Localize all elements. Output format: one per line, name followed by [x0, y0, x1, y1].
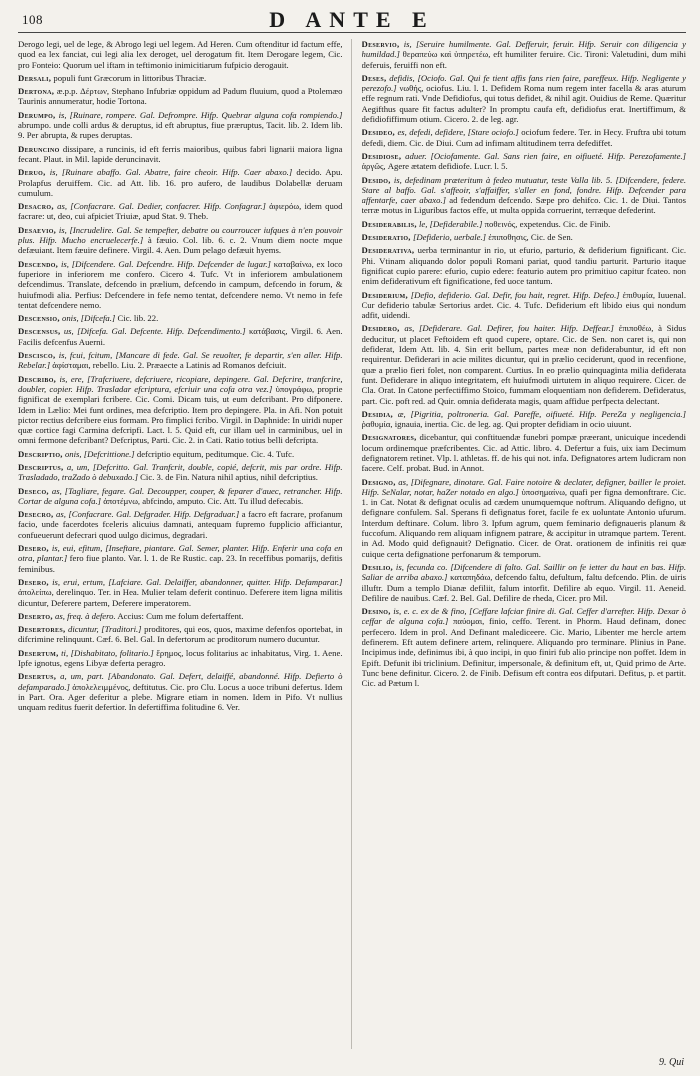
entry-gloss: is, ere, [Trafcriuere, defcriuere, ricopiare, depingere. Gal. Defcrire, tranfcrire, doubler, copier. Hifp. Trasladar efcriptura, efcriuir una cofa otra vez.] — [18, 373, 343, 394]
catchword: 9. Qui — [659, 1057, 684, 1068]
entry-headword: Desidia, — [361, 408, 394, 419]
entry-text: proditores, qui eos, quos, maxime defenfos oportebat, in difcrimine relinquunt. Cæf. 6. Bel. Gal. In defertorum ac proditorum numero ducuntur. — [18, 624, 343, 645]
entry-headword: Dertona, — [18, 86, 55, 97]
entry-gloss: is, fecunda co. [Difcendere di falto. Gal. Saillir on fe ietter du haut en bas. Hifp. Saliar de arriba abaxo.] — [361, 561, 686, 583]
entry-text: defcriptio equitum, peditumque. Cic. 4. Tufc. — [136, 448, 295, 459]
entry-text: dissipare, a runcinis, id eft ferris maioribus, quibus fabri lignarii maiora ligna fecant. Plaut. in Mil. lapide deruncinavit. — [18, 143, 343, 164]
entry-text: dicebantur, qui conftituendæ funebri pompæ præerant, unicuique incedendi locum ordinemque præfcribentes. Cic. ad Attic. libro. 4. Defertur a fuis, uix iam Decimum defignatorem retinet. Vlp. l. athletas. ff. de his qui not. infa. Defignatores artem ludicram non facere. Celf. probat. Bud. in Annot. — [361, 432, 686, 474]
entry-headword: Deseco, — [18, 485, 49, 496]
dictionary-entry — [362, 151, 687, 172]
entry-text: ῥαθυμία, ignauia, inertia. Cic. de leg. ag. Qui propter defidiam in ocio uiuunt. — [361, 419, 632, 430]
entry-gloss: le, [Defiderabile.] — [419, 218, 483, 229]
entry-text: ὑπογράφω, proprie fignificat de exemplari fcribere. Cic. Comi. Dicam tuis, ut eum defcribant. Pro difponere. Idem in Lælio: Mei funt ordines, mea defcriptio. Item pro depingere. Pla. in Afi. Non potuit pictor rectius defcribere eius formam. Pro fimplici fcribo. Virgil. in Daphnide: In uiridi nuper quæ cortice fagi Carmina defcripfi. Lact. l. 5. Quid eft, cur illam uel in carminibus, uel in omni fermone defcribant? Defcriptus, Parti. Cic. 2. in Cati. Ratio totius belli defcripta. — [18, 383, 343, 446]
dictionary-entry — [18, 144, 343, 165]
dictionary-entry — [18, 543, 343, 574]
dictionary-entry — [18, 350, 343, 371]
entry-headword: Desecro, — [18, 509, 54, 520]
entry-headword: Descendo, — [18, 258, 59, 269]
entry-headword: Desacro, — [18, 201, 54, 212]
entry-headword: Descriptio, — [18, 448, 63, 459]
entry-gloss: ti, [Dishabitato, folitario.] — [61, 647, 154, 658]
dictionary-entry — [18, 259, 343, 310]
entry-headword: Desidero, — [361, 323, 400, 334]
dictionary-entry — [362, 219, 687, 229]
entry-headword: Desero, — [18, 576, 49, 587]
entry-headword: Desidiose, — [361, 150, 402, 161]
dictionary-entry — [18, 326, 343, 347]
dictionary-entry — [18, 39, 343, 70]
entry-gloss: es, defedi, defidere, [Stare ociofo.] — [397, 127, 519, 138]
entry-gloss: [Defiderio, uerbale.] — [412, 232, 487, 243]
entry-text: ἀφίσταμαι, rebello. Liu. 2. Præaecte a Latinis ad Romanos defciuit. — [52, 360, 287, 371]
entry-headword: Desertus, — [18, 671, 57, 682]
entry-gloss: is, eui, efitum, [Inseftare, piantare. Gal. Semer, planter. Hifp. Enferir una cofa en otra, plantar.] — [18, 543, 343, 564]
entry-headword: Desero, — [18, 543, 49, 554]
entry-text: ociofum federe. Ter. in Hecy. Fruftra ubi totum defedi, diem. Cic. de Diui. Cum ad infimam altitudinem terra defediffet. — [361, 127, 686, 148]
entry-headword: Desilio, — [361, 561, 394, 572]
entry-gloss: dicuntur, [Traditori.] — [68, 624, 142, 635]
entry-text: ἐπιποθέω, à Sidus deducitur, ut placet Feftoidem eft quod cupere, optare. Cic. de Sen. non caret is, qui non defiderat, Idem Att. lib. 4. Sin erit bellum, partes meæ non defiderabuntur, id eft non requirentur. Defiderari in acie milites dicuntur, qui in prælio ceciderunt, quod in recenfione, quæ a prælio fieri folet, non comparent. Curtius. In eo prælio quinquaginta milia defiderata funt. Defiderare in aliquo integritatem, eft huiufmodi uirtutem in aliquo requirere. Cicer. de Cla. Orat. In Catone perfectiffimo Stoico, fummam eloquentiam non defiderem. Defideratus, part. Cic. poft red. ad Quir. omnia defiderata magis, quam affidue perfpecta delectant. — [361, 323, 686, 406]
dictionary-entry — [18, 110, 343, 141]
entry-gloss: is, [Ruinare, rompere. Gal. Defrompre. Hifp. Quebrar alguna cofa rompiendo.] — [58, 109, 343, 120]
entry-gloss: is, [Difcendere. Gal. Defcendre. Hifp. Defcender de lugar.] — [60, 258, 271, 269]
entry-gloss: is, [Incrudelire. Gal. Se tempefter, debatre ou courroucer iufques à n'en pouvoir plus. Hifp. Mucho encruelecerfe.] — [18, 224, 343, 246]
entry-text: ποθεινός, expetendus. Cic. de Finib. — [484, 218, 611, 229]
dictionary-entry — [18, 313, 343, 323]
entry-text: populi funt Græcorum in littoribus Thraciæ. — [53, 72, 207, 83]
entry-text: decido. Apu. Prolapfus deruiffem. Cic. ad Att. lib. 16. pro aufero, de laudibus Dolabellæ deruam cumulum. — [18, 167, 343, 198]
entry-text: ὑποσημαίνω, quafi per figna demonftrare. Cic. 1. in Cat. Notat & defignat oculis ad cædem unumquemque noftrum. Aliquando defigno, ut defignare confulem. Sal. Sperans fi defignatus foret, facile fe ex uoluntate Antonio ufurum. Interdum deftinare. Colum. libro 3. Ipfum agrum, quem feminario defignaueris planum & fuccofum. Aliquando rem aliquam infignem patrare, & accipitur in utramque partem. Terent. in Ad. Modo quid defignauit? Defignatio. Cicer. de Orat. orationem de infinitis rei quæ cuique certa defignatione perfonarum & temporum. — [361, 486, 686, 559]
left-column — [18, 39, 352, 1049]
entry-headword: Desertores, — [18, 624, 66, 635]
entry-text: καταβαίνω, ex loco fuperiore in inferiorem me confero. Cicero 4. Tufc. Vt in inferiorem ambulationem defcendimus. Translate, defcendo in prælium, defcendo in campum, defcendo in forum, & huiufmodi alia. Perfius: Defcendere in fefe nemo tentat, defcendere nemo. Vt nemo in fefe tentat defcendere nemo. — [18, 258, 343, 310]
dictionary-entry — [362, 73, 687, 124]
entry-gloss: æ, [Pigritia, poltroneria. Gal. Pareffe, oifiueté. Hifp. PereZa y negligencia.] — [397, 408, 686, 419]
dictionary-entry — [362, 290, 687, 321]
entry-gloss: is, erui, ertum, [Lafciare. Gal. Delaiffer, abandonner, quitter. Hifp. Defamparar.] — [52, 576, 343, 587]
dictionary-entry — [18, 167, 343, 198]
entry-gloss: a, um, part. [Abandonato. Gal. Defert, delaiffé, abandonné. Hifp. Defierto ò defamparado.] — [18, 671, 343, 692]
entry-text: ἐπιποθησις, Cic. de Sen. — [488, 232, 573, 243]
entry-gloss: is, e. c. ex de & fino, [Ceffare lafciar finire di. Gal. Ceffer d'arrefter. Hifp. Dexar ò ceffar de alguna cofa.] — [361, 606, 686, 627]
entry-gloss: as, [Difegnare, dinotare. Gal. Faire notoire & declater, defigner, bailler le proiet. Hifp. SeNalar, notar, haZer notado en algo.] — [361, 476, 686, 497]
entry-headword: Deses, — [361, 72, 387, 83]
entry-headword: Desideratio, — [361, 232, 411, 243]
entry-gloss: [Defio, defiderio. Gal. Defir, fou hait, regret. Hifp. Defeo.] — [410, 289, 620, 300]
entry-headword: Derumpo, — [18, 109, 56, 120]
entry-gloss: is, fcui, fcitum, [Mancare di fede. Gal. Se reuolter, fe departir, s'en aller. Hifp. Rebelar.] — [18, 350, 343, 371]
dictionary-entry — [362, 606, 687, 688]
entry-text: Accius: Cum me folum defertaffent. — [117, 610, 244, 621]
entry-text: θεραπεύω καὶ ὑπηρετέω, eft humiliter feruire. Cic. Tironi: Valetudini, dum mihi deferuis, feruiffi non eft. — [361, 49, 686, 70]
entry-headword: Desertum, — [18, 647, 59, 658]
entry-gloss: as, [Tagliare, fegare. Gal. Decoupper, couper, & feparer d'auec, retrancher. Hifp. Cortar de alguna cofa.] — [18, 485, 343, 506]
entry-text: Derogo legi, uel de lege, & Abrogo legi uel legem. Ad Heren. Cum oftenditur id factum effe, quod ea lex fanciat, cui legi alia lex deroget, uel derogatum fit. Item Derogare legem, Cic. pro Fonteio: Quorum uel iftam in teftimonio inimicitiarum fufpicio derogauit. — [18, 39, 343, 70]
entry-headword: Descriptus, — [18, 461, 64, 472]
entry-headword: Deruncino — [18, 143, 60, 154]
entry-text: κατάβασις, Virgil. 6. Aen. Facilis defcenfus Auerni. — [18, 326, 343, 347]
dictionary-entry — [18, 509, 343, 540]
entry-headword: Desaevio, — [18, 224, 57, 235]
right-column — [362, 39, 687, 1049]
entry-headword: Designo, — [361, 476, 396, 487]
dictionary-entry — [18, 86, 343, 107]
entry-text: ἐπιθυμία, Iuuenal. Cur defiderio tabulæ Sertorius ardet. Cic. 4. Tufc. Defiderium eft libido eius qui nondum adfit, uidendi. — [361, 289, 686, 321]
dictionary-entry — [18, 73, 343, 83]
entry-headword: Desino, — [361, 606, 391, 617]
entry-headword: Desiderabilis, — [361, 218, 417, 229]
entry-gloss: is, [Ruinare abaffo. Gal. Abatre, faire cheoir. Hifp. Caer abaxo.] — [49, 167, 293, 178]
entry-gloss: as, freq. à defero. — [55, 610, 116, 621]
dictionary-entry — [18, 577, 343, 608]
entry-gloss: defidis, [Ociofo. Gal. Qui fe tient affis fans rien faire, pareffeux. Hifp. Negligente y perezofo.] — [361, 72, 686, 94]
entry-text: à fæuio. Col. lib. 6. c. 2. Vnum diem nocte mque defæuiant. Item fæuire definere. Virgil. 4. Aen. Dum pelago defæuit hyems. — [18, 235, 343, 256]
entry-headword: Desiderium, — [361, 289, 408, 300]
page-header — [18, 8, 686, 33]
entry-gloss: aduer. [Ociofamente. Gal. Sans rien faire, en oifiueté. Hifp. Perezofamente.] — [405, 150, 686, 161]
entry-text: fero fiue planto. Var. l. 1. de Re Rustic. cap. 23. In receffibus pomarijs, defitis feminibus. — [18, 553, 343, 574]
entry-text: ἀφιερόω, idem quod facrare: ut, deo, cui afpiciet Triuiæ, apud Stat. 9. Theb. — [18, 201, 343, 222]
entry-headword: Deservio, — [361, 39, 400, 49]
entry-gloss: is, [Seruire humilmente. Gal. Defferuir, feruir. Hifp. Seruir con diligencia y humildad.] — [361, 39, 686, 60]
entry-text: καταπηδάω, defcendo faltu, defultum, faltu defcendo. Plin. de uiris illuftr. Dum a templo Dianæ defiliit, falum intorfit. Defilire ab equo. Virgil. 11. Aeneid. Defilire de nauibus. Cæf. 2. Bel. Gal. Defilire de rheda, Cicer. pro Mil. — [361, 572, 686, 603]
dictionary-entry — [362, 175, 687, 216]
entry-headword: Descensio, — [18, 313, 60, 324]
dictionary-entry — [362, 232, 687, 242]
entry-gloss: onis, [Defcrittione.] — [64, 448, 135, 459]
dictionary-entry — [18, 648, 343, 669]
two-column-body — [18, 39, 686, 1049]
entry-headword: Designatores, — [361, 432, 417, 443]
dictionary-entry — [18, 201, 343, 222]
entry-gloss: a, um, [Defcritto. Gal. Tranfcrit, double, copié, defcrit, mis par ordre. Hifp. Trasladado, traZado ò debuxado.] — [18, 461, 343, 483]
dictionary-entry — [362, 127, 687, 148]
entry-headword: Desideo, — [361, 127, 396, 138]
dictionary-entry — [18, 225, 343, 256]
entry-text: a facro eft facrare, profanum facio, unde facerdotes fceleris alicuius damnati, antequam fupremo fupplicio afficiantur, confueuerunt defecrari quod uulgo dicimus, degradari. — [18, 509, 343, 540]
entry-text: ἀπολελειμμένος, deftitutus. Cic. pro Clu. Locus a uoce tribuni defertus. Idem in Part. Ora. Ager deferitur a plebe. Migrare etiam in nomen. Idem in Pifo. Vt nullius unquam reditus fuerit defertior. In defertiffima folitudine 6. Ver. — [18, 681, 343, 713]
entry-text: abrumpo. unde colli ardus & deruptus, id eft abruptus, fiue præruptus, Tacit. lib. 2. Idem lib. 9. Per abrupta, & rupes deruptas. — [18, 120, 343, 141]
dictionary-entry — [362, 39, 687, 70]
entry-text: ἀπολείπω, derelinquo. Ter. in Hea. Mulier telam deferit continuo. Deferere item ligna militis dicuntur, Deferere partem, Deferere imperatorem. — [18, 587, 343, 608]
dictionary-entry — [362, 562, 687, 603]
entry-gloss: onis, [Difcefa.] — [61, 313, 116, 324]
entry-text: παύομαι, finio, ceffo. Terent. in Phorm. Haud definam, donec perfecero. Idem in prol. And Definant malediceere. Cic. Mario, Libenter me hercle artem definerem. Eft autem definere artem, relinquere. Aliquando pro terminare. Plinius in Pane. Incipimus inde, definimus ibi, à quo incipi, in quo finiri fub alio principe non poffet. Idem in Epift. Defunit ibi triclinium. Definitur, impersonale, & definitum eft, ut, Quid primo de Arte. Tunc bene definitur. Cicero. 2. de Finib. Defisum eft contra eos difputari. Defitus, p. et partit. Cic. ad Pætum l. — [361, 616, 686, 689]
dictionary-entry — [362, 409, 687, 430]
entry-headword: Descisco, — [18, 350, 56, 361]
dictionary-entry — [18, 611, 343, 621]
entry-text: νωθής, ociofus. Liu. l. 1. Defidem Roma num regem inter facella & aras aturum effe regnum rati. Vnde Defidiofus, qui totus defidet, & nihil agit. Ouidius de Reme. Quæritur Aegifthus quare fit factus adulter? In promptu caufa eft, defidiofus erat. Inertiffimum, & defidiofiffimum otium. Cicero. 2. de leg. agr. — [361, 83, 686, 125]
dictionary-entry — [362, 477, 687, 559]
entry-text: ἔρημος, locus folitarius ac inhabitatus, Virg. 1. Aene. Ipfe ignotus, egens Libyæ deferta peragro. — [18, 647, 343, 669]
entry-text: ad fedendum defcendo. Sæpe pro dehifco. Cic. 1. de Diui. Tantos terræ motus in Liguribus factos effe, ut multa oppida corruerint, terræque defederint. — [361, 195, 686, 216]
entry-text: ἀποτέμνω, abfcindo, amputo. Cic. Att. Tu illud defecabis. — [103, 495, 304, 506]
entry-headword: Dersali, — [18, 72, 52, 83]
entry-headword: Desido, — [361, 174, 391, 185]
entry-gloss: as, [Defiderare. Gal. Defirer, fou haiter. Hifp. Deffear.] — [404, 323, 614, 334]
dictionary-entry — [362, 323, 687, 405]
entry-text: Cic. lib. 22. — [117, 313, 159, 324]
entry-text: ἀργῶς, Agere ætatem defidiofe. Lucr. l. 5. — [361, 161, 508, 172]
running-title: D ANTE E — [269, 7, 435, 32]
page-number: 108 — [22, 12, 43, 27]
dictionary-entry — [362, 432, 687, 473]
entry-headword: Desiderativa, — [361, 245, 415, 256]
entry-headword: Deserto, — [18, 610, 53, 621]
entry-gloss: is, defedinam præteritum à fedeo mutuatur, teste Valla lib. 5. [Difcendere, federe. Stare al baffo. Gal. s'affeoir, s'affaiffer, s'aller en fond, fondre. Hifp. Defcender para affentarfe, caer abaxo.] — [361, 174, 686, 206]
dictionary-entry — [362, 245, 687, 286]
entry-headword: Describo, — [18, 373, 57, 384]
entry-gloss: us, [Difcefa. Gal. Defcente. Hifp. Defcendimento.] — [63, 326, 246, 337]
dictionary-entry — [18, 486, 343, 507]
dictionary-entry — [18, 449, 343, 459]
entry-headword: Deruo, — [18, 167, 46, 178]
dictionary-entry — [18, 624, 343, 645]
entry-headword: Descensus, — [18, 326, 61, 337]
dictionary-entry — [18, 462, 343, 483]
entry-text: uerba terminantur in rio, ut efurio, parturio, & defiderium fignificant. Cic. Phi. Vtinam aliquando dolor populi Romani pariat, quod tandiu parturit. Parturio itaque fignificat cupio parere: efurio, cupio edere: featurio autem pro primitiuo capitur fcateo. non enim defiderativum eft fignificatione, fed uoce tantum. — [361, 245, 686, 287]
entry-gloss: as, [Confacrare. Gal. Defgrader. Hifp. Defgraduar.] — [56, 509, 240, 520]
entry-text: Cic. 3. de Fin. Natura nihil aptius, nihil defcriptius. — [140, 472, 318, 483]
dictionary-entry — [18, 671, 343, 712]
entry-text: æ.p.p. Δέρτων, Stephano Infubriæ oppidum ad Padum fluuium, quod a Ptolemæo Taurinis annumeratur, hodie Tortona. — [18, 86, 343, 107]
dictionary-entry — [18, 374, 343, 446]
entry-gloss: as, [Confacrare. Gal. Dedier, confacrer. Hifp. Confagrar.] — [57, 201, 266, 212]
